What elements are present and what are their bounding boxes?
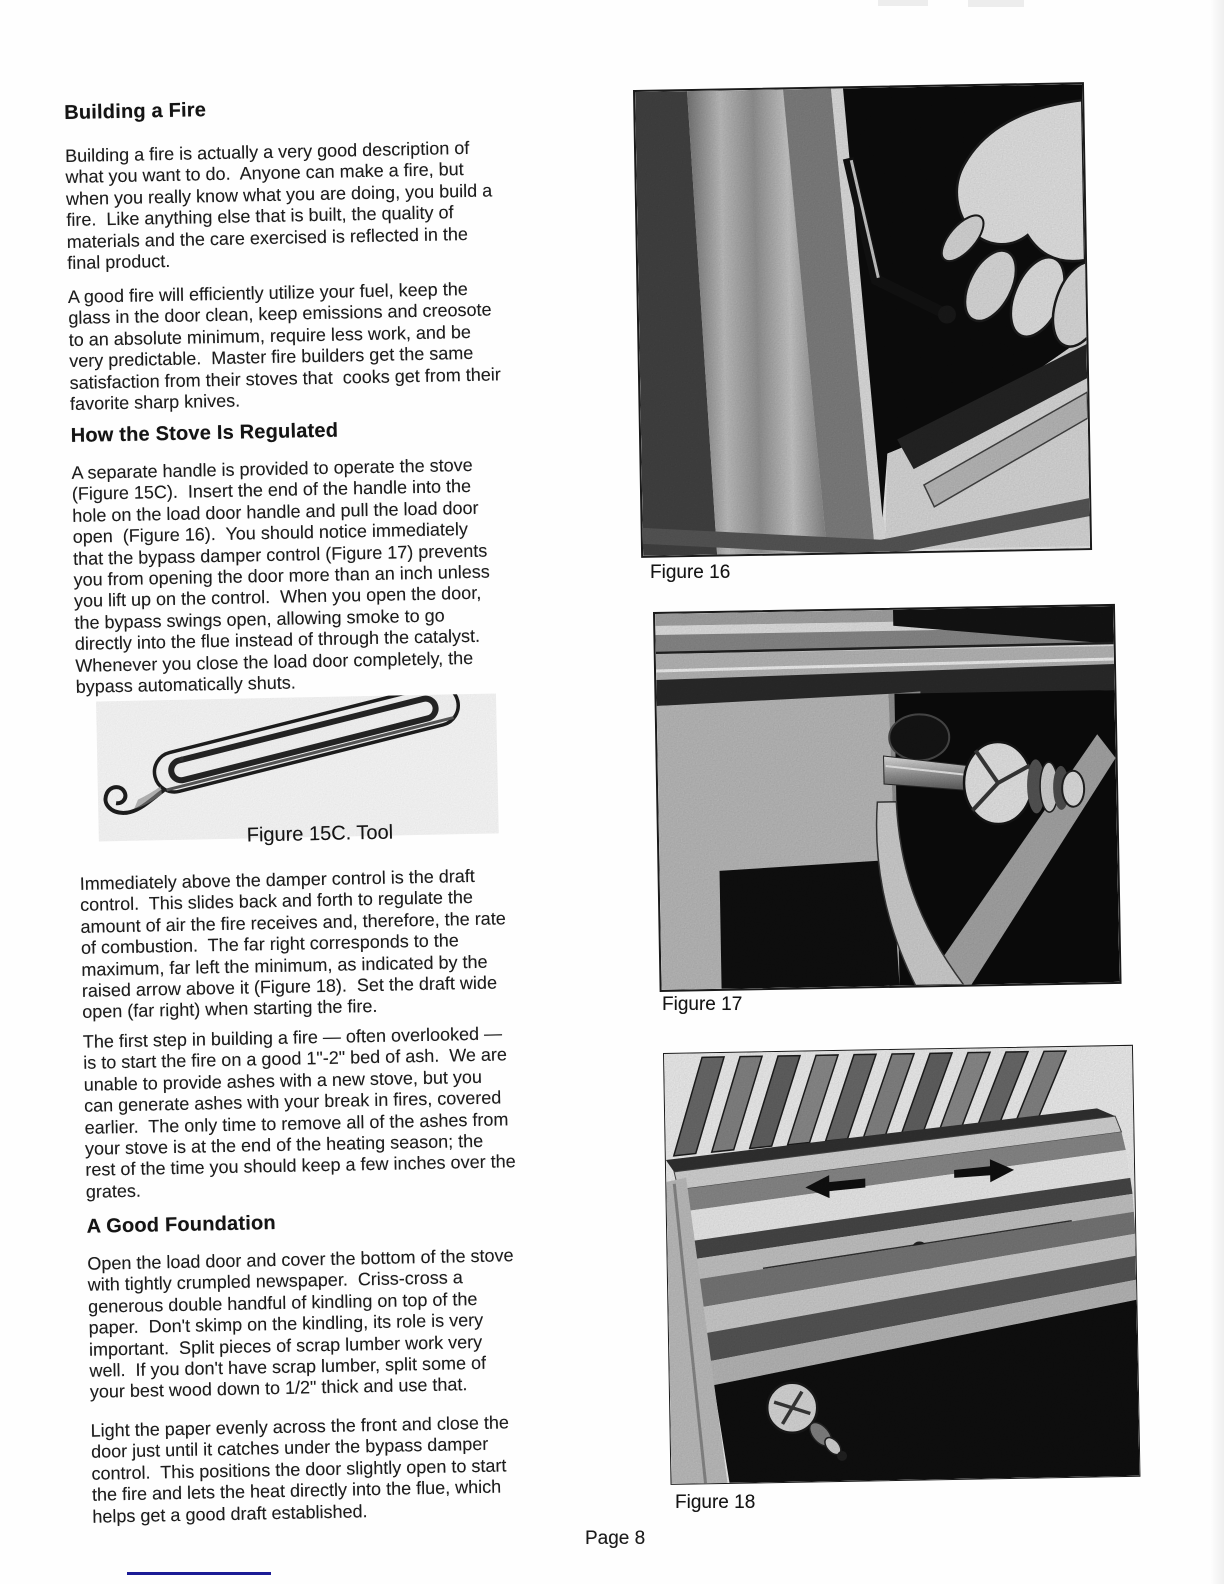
scan-edge-shadow: [1210, 0, 1224, 1584]
figure-18-caption: Figure 18: [675, 1492, 756, 1513]
figure-16-image: [633, 82, 1092, 558]
figure-17-caption: Figure 17: [662, 994, 743, 1015]
text-column: [64, 91, 588, 1527]
section-heading-building-a-fire: Building a Fire: [64, 99, 207, 124]
link-underline-mark: [127, 1572, 271, 1575]
paragraph-good-fire: A good fire will efficiently utilize your fuel, keep the glass in the door clean, keep emissions and creosote to an absolute minimum, require less work, and be very predictable. Master fire builders get the same satisfaction from their stoves that cooks get from their favorite sharp knives.: [67, 278, 501, 414]
page-number: Page 8: [585, 1528, 646, 1549]
section-heading-good-foundation: A Good Foundation: [86, 1211, 277, 1238]
figure-16-caption: Figure 16: [650, 562, 731, 583]
paragraph-open-load-door: Open the load door and cover the bottom of the stove with tightly crumpled newspaper. Criss-cross a generous double handful of kindling on top of the paper. Don't skimp on the kindling, its role is very important. Split pieces of scrap lumber work very well. If you don't have scrap lumber, split some of your best wood down to 1/2" thick and use that.: [87, 1245, 514, 1403]
scan-artifact-mark: [878, 0, 928, 6]
paragraph-first-step: The first step in building a fire — often overlooked — is to start the fire on a good 1"-2" bed of ash. We are unable to provide ashes with a new stove, but you can generate ashes with your break in fires, covered earlier. The only time to remove all of the ashes from your stove is at the end of the heating season; the rest of the time you should keep a few inches over the grates.: [82, 1023, 516, 1202]
paragraph-light-paper: Light the paper evenly across the front and close the door just until it catches under the bypass damper control. This positions the door slightly open to start the fire and lets the heat directly into the flue, which helps get a good draft established.: [90, 1412, 510, 1527]
paragraph-building-intro: Building a fire is actually a very good description of what you want to do. Anyone can make a fire, but when you really know what you are doing, you build a fire. Like anything else that is built, the quality of materials and the care exercised is reflected in the final product.: [64, 137, 493, 273]
figure-17-image: [653, 604, 1122, 992]
figure-15c-tool-illustration: [96, 693, 499, 841]
scan-artifact-mark: [968, 0, 1024, 7]
section-heading-how-regulated: How the Stove Is Regulated: [70, 419, 339, 447]
figure-18-image: [663, 1045, 1140, 1485]
figure-15c-caption: Figure 15C. Tool: [246, 821, 394, 847]
paragraph-separate-handle: A separate handle is provided to operate the stove (Figure 15C). Insert the end of the handle into the hole on the load door handle and pull the load door open (Figure 16). You should notice immediately that the bypass damper control (Figure 17) prevents you from opening the door more than an inch unless you lift up on the control. When you open the door, the bypass swings open, allowing smoke to go directly into the flue instead of through the catalyst. Whenever you close the load door completely, the bypass automatically shuts.: [71, 454, 490, 697]
paragraph-draft-control: Immediately above the damper control is the draft control. This slides back and forth to regulate the amount of air the fire receives and, therefore, the rate of combustion. The far right corresponds to the maximum, far left the minimum, as indicated by the raised arrow above it (Figure 18). Set the draft wide open (far right) when starting the fire.: [79, 865, 506, 1023]
